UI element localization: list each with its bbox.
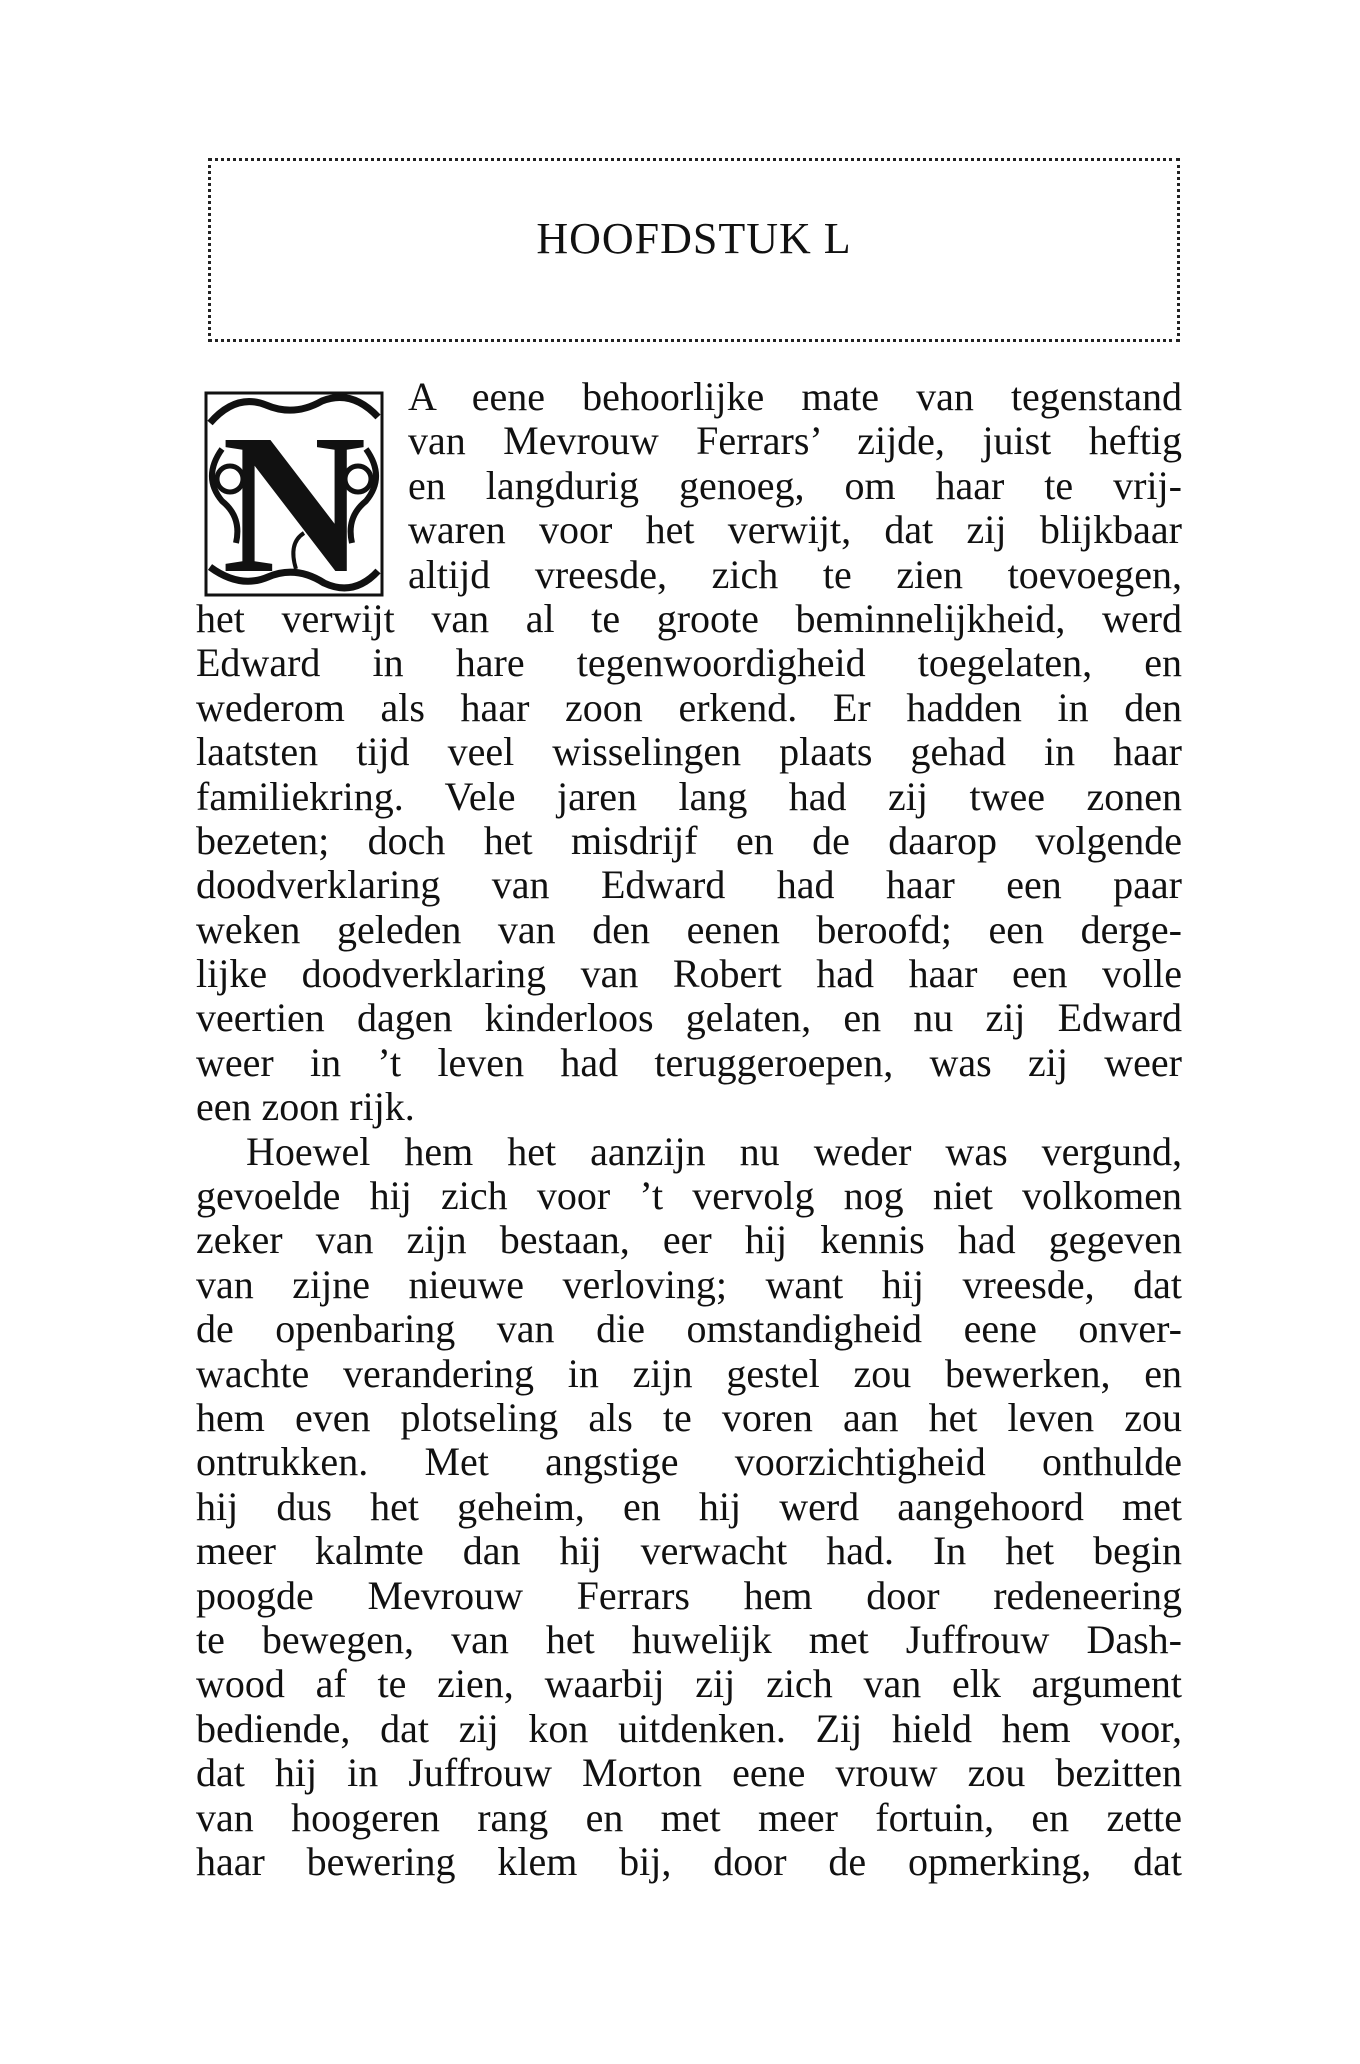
text-line: de openbaring van die omstandigheid eene onver- xyxy=(196,1306,1182,1352)
text-line: weer in ’t leven had teruggeroepen, was zij weer xyxy=(196,1039,1182,1085)
text-line: poogde Mevrouw Ferrars hem door redeneering xyxy=(196,1572,1182,1618)
text-line: van Mevrouw Ferrars’ zijde, juist heftig xyxy=(408,418,1182,464)
text-line: bediende, dat zij kon uitdenken. Zij hield hem voor, xyxy=(196,1705,1182,1751)
text-line: en langdurig genoeg, om haar te vrij- xyxy=(408,462,1182,508)
text-line: van hoogeren rang en met meer fortuin, en zette xyxy=(196,1794,1182,1840)
text-line: van zijne nieuwe verloving; want hij vreesde, dat xyxy=(196,1261,1182,1307)
text-line: veertien dagen kinderloos gelaten, en nu zij Edward xyxy=(196,995,1182,1041)
chapter-header-box xyxy=(208,158,1180,342)
drop-cap-letter: N xyxy=(221,394,367,605)
paragraph xyxy=(196,1130,1182,1885)
text-line: A eene behoorlijke mate van tegenstand xyxy=(408,374,1182,419)
text-line: hem even plotseling als te voren aan het leven zou xyxy=(196,1394,1182,1440)
text-line: lijke doodverklaring van Robert had haar een volle xyxy=(196,951,1182,997)
text-line: zeker van zijn bestaan, eer hij kennis had gegeven xyxy=(196,1217,1182,1263)
paragraph xyxy=(196,375,1182,1130)
text-line: Edward in hare tegenwoordigheid toegelaten, en xyxy=(196,640,1182,686)
text-line: gevoelde hij zich voor ’t vervolg nog niet volkomen xyxy=(196,1173,1182,1219)
text-line: haar bewering klem bij, door de opmerking, dat xyxy=(196,1838,1182,1884)
text-line: Hoewel hem het aanzijn nu weder was vergund, xyxy=(246,1128,1182,1174)
text-line: doodverklaring van Edward had haar een paar xyxy=(196,862,1182,908)
text-line: te bewegen, van het huwelijk met Juffrouw Dash- xyxy=(196,1616,1182,1662)
text-line: een zoon rijk. xyxy=(196,1084,415,1130)
text-line: hij dus het geheim, en hij werd aangehoord met xyxy=(196,1483,1182,1529)
text-line: waren voor het verwijt, dat zij blijkbaar xyxy=(408,507,1182,553)
text-line: altijd vreesde, zich te zien toevoegen, xyxy=(408,551,1182,597)
body-text xyxy=(196,375,1182,1884)
text-line: het verwijt van al te groote beminnelijkheid, werd xyxy=(196,595,1182,641)
text-line: dat hij in Juffrouw Morton eene vrouw zou bezitten xyxy=(196,1750,1182,1796)
text-line: familiekring. Vele jaren lang had zij twee zonen xyxy=(196,773,1182,819)
text-line: wederom als haar zoon erkend. Er hadden in den xyxy=(196,684,1182,730)
text-line: bezeten; doch het misdrijf en de daarop volgende xyxy=(196,817,1182,863)
text-line: ontrukken. Met angstige voorzichtigheid onthulde xyxy=(196,1439,1182,1485)
text-line: meer kalmte dan hij verwacht had. In het begin xyxy=(196,1528,1182,1574)
text-line: weken geleden van den eenen beroofd; een derge- xyxy=(196,906,1182,952)
text-line: laatsten tijd veel wisselingen plaats gehad in haar xyxy=(196,729,1182,775)
text-line: wachte verandering in zijn gestel zou bewerken, en xyxy=(196,1350,1182,1396)
text-line: wood af te zien, waarbij zij zich van elk argument xyxy=(196,1661,1182,1707)
chapter-title: HOOFDSTUK L xyxy=(536,214,852,263)
